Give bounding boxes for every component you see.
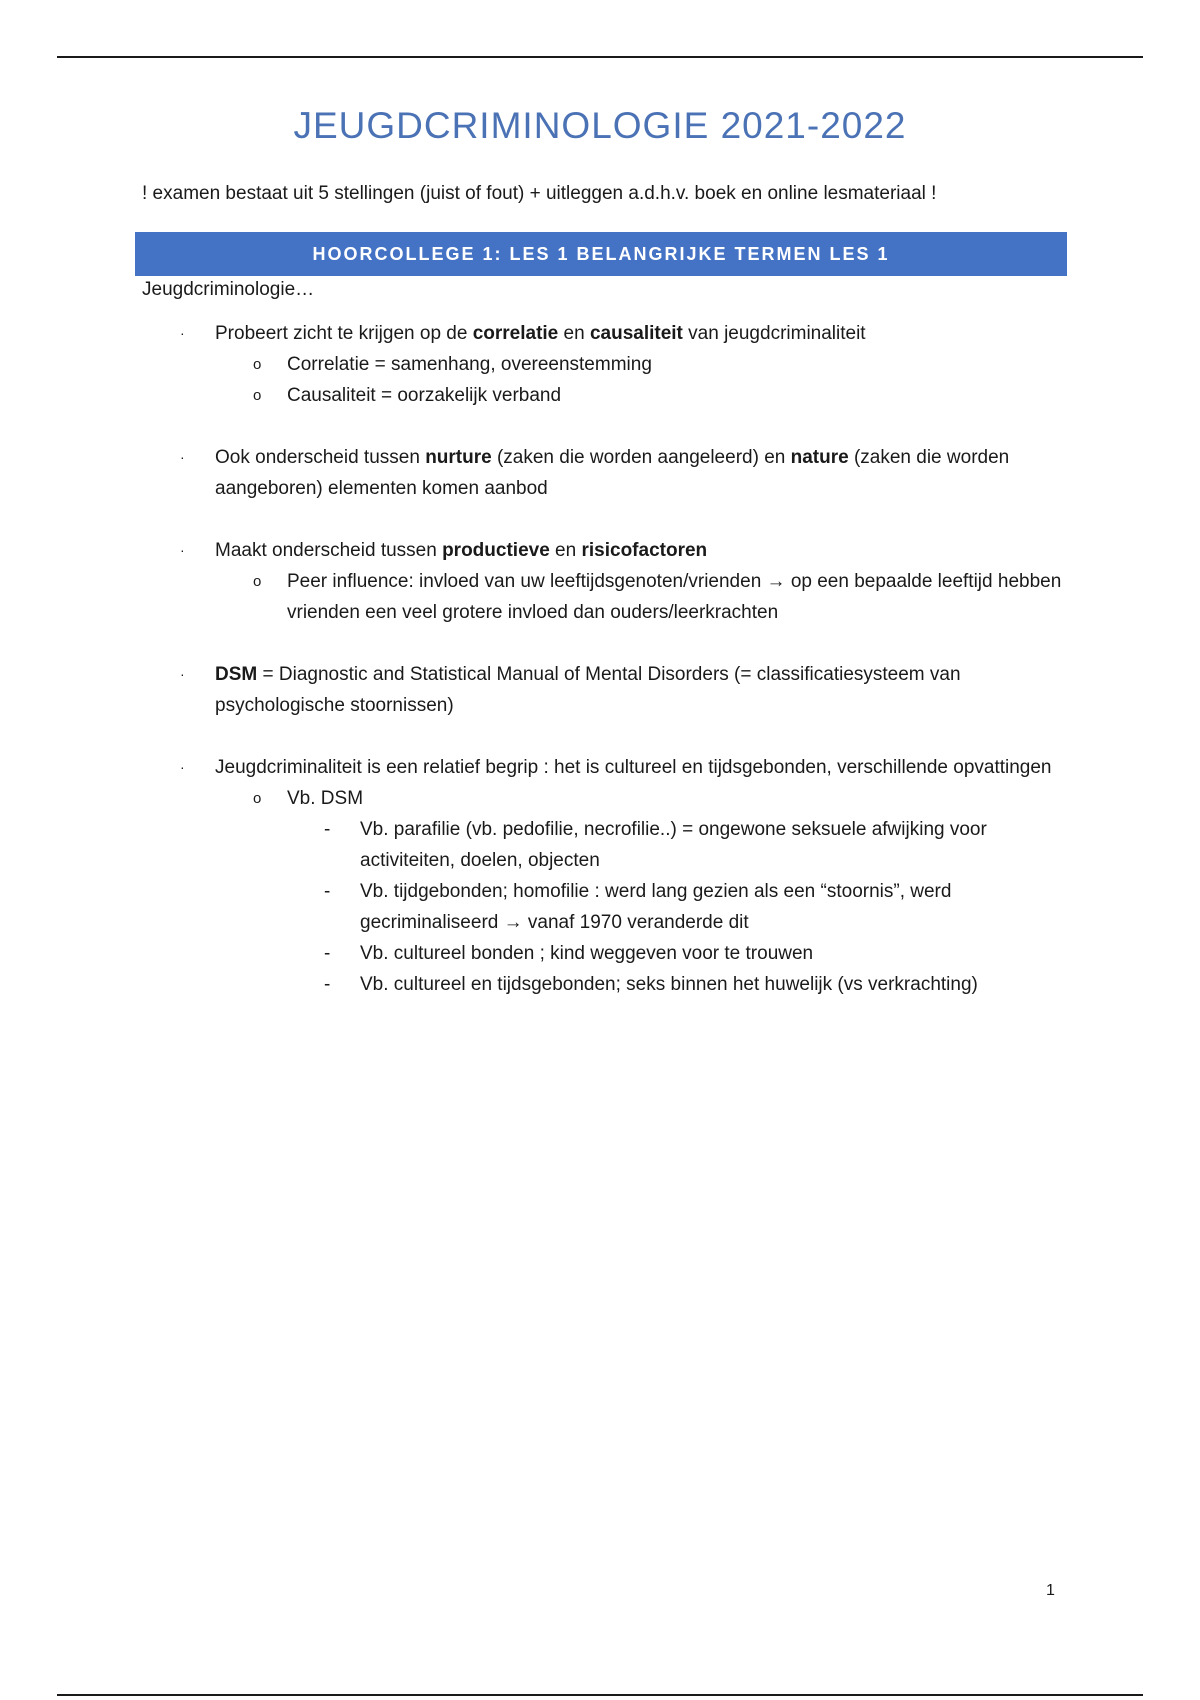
intro-text: Jeugdcriminologie… — [142, 279, 315, 300]
bullet-text: en — [558, 323, 590, 344]
bullet-text: (zaken die worden aangeboren) elementen komen aanbod — [215, 447, 1010, 499]
bullet-item — [0, 752, 1200, 1000]
bullet-text: en — [549, 540, 582, 561]
bullet-marker: · — [180, 666, 185, 682]
bullet-marker: · — [180, 325, 185, 341]
bullet-item — [0, 659, 1200, 721]
dash-item-text: Vb. parafilie (vb. pedofilie, necrofilie..) = ongewone seksuele afwijking voor activiteiten, doelen, objecten — [360, 819, 987, 871]
bullet-text: Jeugdcriminaliteit is een relatief begrip : het is cultureel en tijdsgebonden, verschillende opvattingen — [215, 757, 1052, 778]
bold-term: risicofactoren — [581, 540, 708, 561]
document-body — [0, 318, 1200, 1031]
bullet-marker: · — [180, 542, 185, 558]
bold-term: productieve — [442, 540, 550, 561]
dash-item-row — [0, 876, 1070, 938]
bullet-text: Probeert zicht te krijgen op de — [215, 323, 473, 344]
sub-bullet-row — [0, 783, 1070, 814]
sub-bullet-row — [0, 566, 1070, 628]
bullet-text: = Diagnostic and Statistical Manual of Mental Disorders (= classificatiesysteem van psychologische stoornissen) — [215, 664, 961, 716]
bullet-item — [0, 535, 1200, 628]
dash-item-row — [0, 814, 1070, 876]
dash-marker: - — [324, 819, 331, 840]
sub-bullet-text: Peer influence: invloed van uw leeftijdsgenoten/vrienden → op een bepaalde leeftijd hebben vrienden een veel grotere invloed dan ouders/leerkrachten — [287, 571, 1062, 623]
bold-term: causaliteit — [589, 323, 683, 344]
dash-item-row — [0, 969, 1070, 1000]
dash-item-text: Vb. cultureel en tijdsgebonden; seks binnen het huwelijk (vs verkrachting) — [360, 974, 978, 995]
dash-item-text: Vb. cultureel bonden ; kind weggeven voor te trouwen — [360, 943, 814, 964]
bullet-row — [0, 752, 1070, 783]
dash-item-text: Vb. tijdgebonden; homofilie : werd lang gezien als een “stoornis”, werd gecriminaliseerd → vanaf 1970 veranderde dit — [360, 881, 952, 933]
bold-term: DSM — [215, 664, 258, 685]
dash-marker: - — [324, 943, 331, 964]
bullet-item — [0, 442, 1200, 504]
dash-marker: - — [324, 881, 331, 902]
bullet-marker: · — [180, 759, 185, 775]
bullet-item — [0, 318, 1200, 411]
sub-bullet-row — [0, 380, 1070, 411]
bullet-text: Maakt onderscheid tussen — [215, 540, 443, 561]
page-number: 1 — [1046, 1582, 1055, 1599]
bullet-text: (zaken die worden aangeleerd) en — [491, 447, 791, 468]
bullet-row — [0, 535, 1070, 566]
top-rule — [57, 56, 1143, 58]
sub-bullet-text: Causaliteit = oorzakelijk verband — [287, 385, 562, 406]
bullet-row — [0, 318, 1070, 349]
bold-term: nurture — [425, 447, 492, 468]
circle-marker: o — [253, 790, 262, 807]
bullet-row — [0, 659, 1070, 721]
bullet-marker: · — [180, 449, 185, 465]
sub-bullet-row — [0, 349, 1070, 380]
section-heading: HOORCOLLEGE 1: LES 1 BELANGRIJKE TERMEN LES 1 — [135, 232, 1067, 276]
bold-term: correlatie — [472, 323, 559, 344]
circle-marker: o — [253, 387, 262, 404]
bottom-rule — [57, 1694, 1143, 1696]
bullet-row — [0, 442, 1070, 504]
sub-bullet-text: Correlatie = samenhang, overeenstemming — [287, 354, 652, 375]
bold-term: nature — [790, 447, 849, 468]
circle-marker: o — [253, 573, 262, 590]
dash-item-row — [0, 938, 1070, 969]
sub-bullet-text: Vb. DSM — [287, 788, 364, 809]
document-title: JEUGDCRIMINOLOGIE 2021-2022 — [293, 105, 907, 146]
circle-marker: o — [253, 356, 262, 373]
bullet-text: Ook onderscheid tussen — [215, 447, 426, 468]
bullet-text: van jeugdcriminaliteit — [682, 323, 866, 344]
dash-marker: - — [324, 974, 331, 995]
exam-note: ! examen bestaat uit 5 stellingen (juist of fout) + uitleggen a.d.h.v. boek en online lesmateriaal ! — [142, 183, 937, 204]
